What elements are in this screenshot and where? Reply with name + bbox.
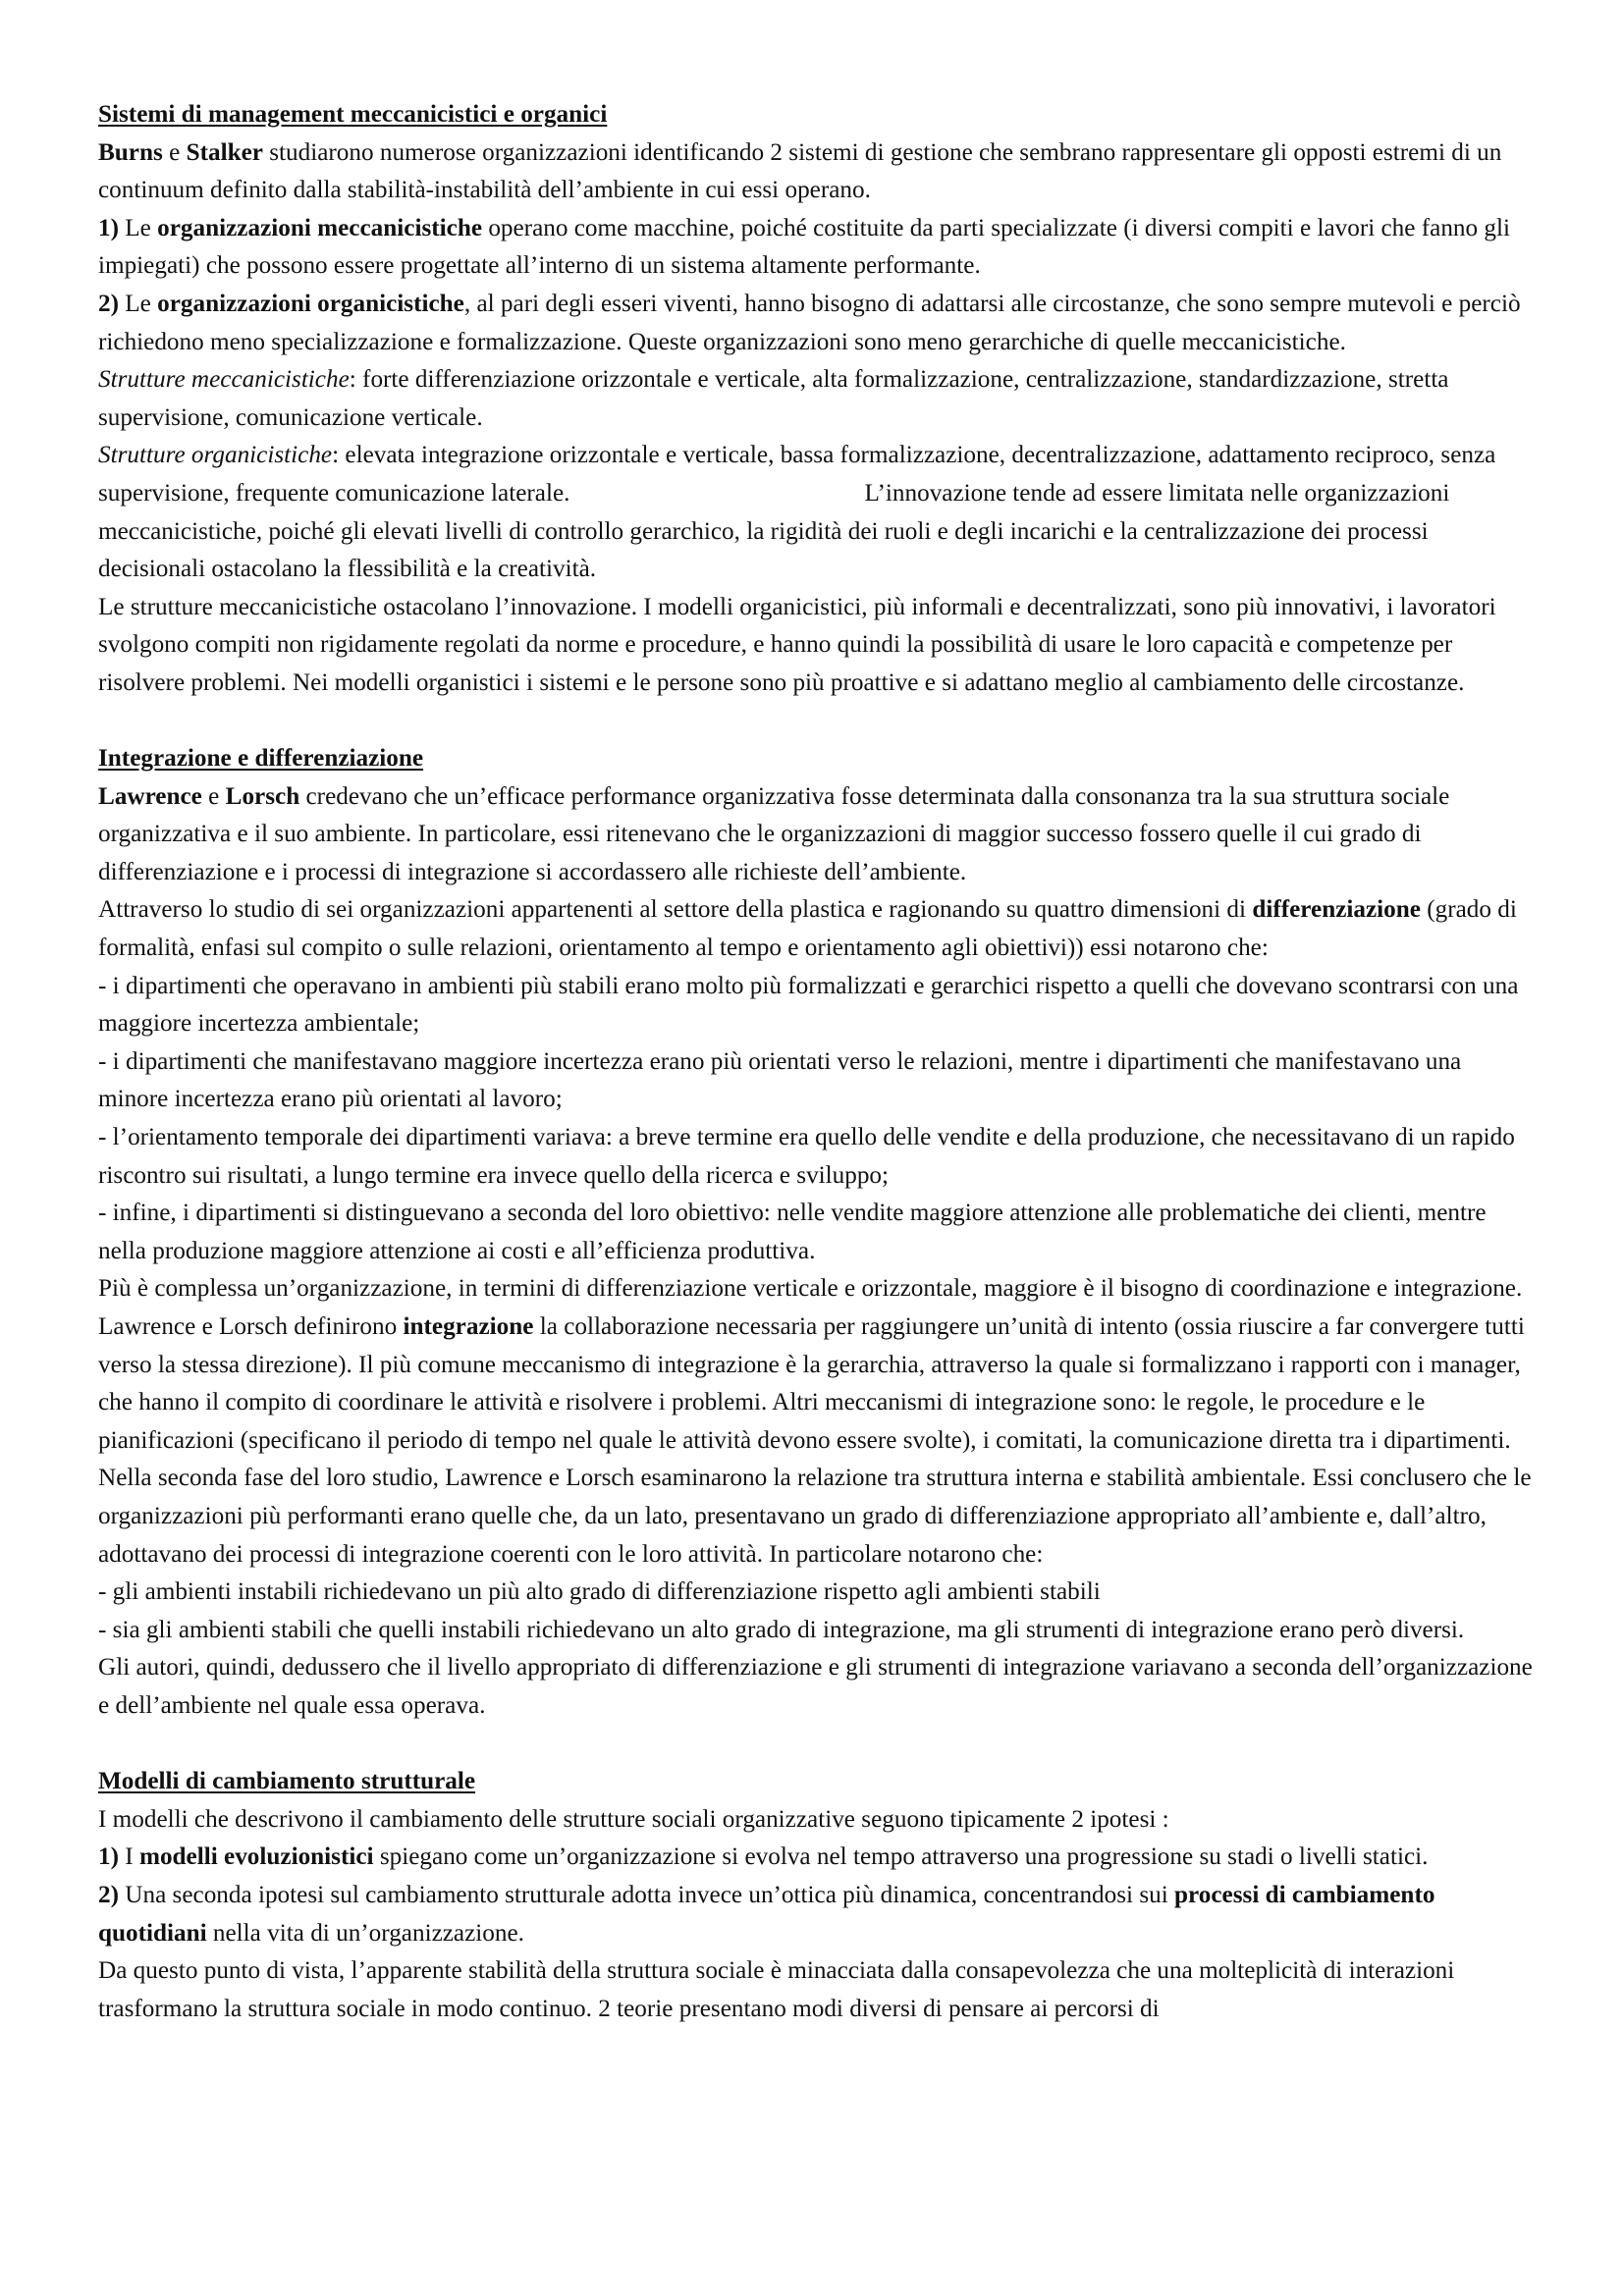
paragraph: I modelli che descrivono il cambiamento delle strutture sociali organizzative seguono tipicamente 2 ipotesi : (98, 1805, 1169, 1833)
key-term: organizzazioni organicistiche (157, 290, 464, 317)
list-item: - infine, i dipartimenti si distinguevano a seconda del loro obiettivo: nelle vendite maggiore attenzione alle problematiche dei clienti, mentre nella produzione maggiore attenzione ai costi e all’efficienza produttiva. (98, 1200, 1487, 1264)
author-name: Burns (98, 138, 163, 166)
paragraph: 1) I modelli evoluzionistici spiegano come un’organizzazione si evolva nel tempo attraverso una progressione su stadi o livelli statici. (98, 1843, 1429, 1871)
paragraph: 1) Le organizzazioni meccanicistiche operano come macchine, poiché costituite da parti specializzate (i diversi compiti e lavori che fanno gli impiegati) che possono essere progettate all’interno di un sistema altamente performante. (98, 214, 1510, 280)
key-term: organizzazioni meccanicistiche (157, 214, 483, 241)
key-term: differenziazione (1252, 896, 1421, 924)
italic-term: Strutture meccanicistiche (98, 366, 350, 394)
list-item: - i dipartimenti che operavano in ambienti più stabili erano molto più formalizzati e gerarchici rispetto a quelli che dovevano scontrarsi con una maggiore incertezza ambientale; (98, 972, 1519, 1038)
paragraph: Burns e Stalker studiarono numerose organizzazioni identificando 2 sistemi di gestione che sembrano rappresentare gli opposti estremi di un continuum definito dalla stabilità-instabilità dell’ambiente in cui essi operano. (98, 138, 1502, 204)
list-number: 1) (98, 214, 119, 241)
list-item: - sia gli ambienti stabili che quelli instabili richiedevano un alto grado di integrazione, ma gli strumenti di integrazione erano però diversi. (98, 1616, 1465, 1643)
author-name: Lawrence (98, 782, 202, 810)
spacer (98, 703, 1533, 741)
italic-term: Strutture organicistiche (98, 442, 333, 469)
section-heading: Sistemi di management meccanicistici e organici (98, 101, 608, 128)
paragraph: Da questo punto di vista, l’apparente stabilità della struttura sociale è minacciata dalla consapevolezza che una molteplicità di interazioni trasformano la struttura sociale in modo continuo. 2 teorie presentano modi diversi di pensare ai percorsi di (98, 1957, 1455, 2022)
key-term: processi di cambiamento quotidiani (98, 1881, 1435, 1947)
list-item: - gli ambienti instabili richiedevano un più alto grado di differenziazione rispetto agli ambienti stabili (98, 1578, 1101, 1606)
paragraph: Le strutture meccanicistiche ostacolano l’innovazione. I modelli organicistici, più informali e decentralizzati, sono più innovativi, i lavoratori svolgono compiti non rigidamente regolati da norme e procedure, e hanno quindi la possibilità di usare le loro capacità e competenze per risolvere problemi. Nei modelli organistici i sistemi e le persone sono più proattive e si adattano meglio al cambiamento delle circostanze. (98, 593, 1496, 696)
spacer (98, 1726, 1533, 1764)
paragraph: 2) Le organizzazioni organicistiche, al pari degli esseri viventi, hanno bisogno di adattarsi alle circostanze, che sono sempre mutevoli e perciò richiedono meno specializzazione e formalizzazione. Queste organizzazioni sono meno gerarchiche di quelle meccanicistiche. (98, 290, 1521, 355)
author-name: Lorsch (225, 782, 300, 810)
paragraph: Attraverso lo studio di sei organizzazioni appartenenti al settore della plastica e ragionando su quattro dimensioni di differenziazione (grado di formalità, enfasi sul compito o sulle relazioni, orientamento al tempo e orientamento agli obiettivi)) essi notarono che: (98, 896, 1517, 962)
list-number: 2) (98, 290, 119, 317)
list-item: - l’orientamento temporale dei dipartimenti variava: a breve termine era quello delle vendite e della produzione, che necessitavano di un rapido riscontro sui risultati, a lungo termine era invece quello della ricerca e sviluppo; (98, 1124, 1515, 1189)
paragraph: Strutture meccanicistiche: forte differenziazione orizzontale e verticale, alta formalizzazione, centralizzazione, standardizzazione, stretta supervisione, comunicazione verticale. (98, 366, 1449, 431)
author-name: Stalker (186, 138, 263, 166)
paragraph: Gli autori, quindi, dedussero che il livello appropriato di differenziazione e gli strumenti di integrazione variavano a seconda dell’organizzazione e dell’ambiente nel quale essa operava. (98, 1654, 1533, 1719)
paragraph: Strutture organicistiche: elevata integrazione orizzontale e verticale, bassa formalizzazione, decentralizzazione, adattamento reciproco, senza supervisione, frequente comunicazione laterale. L’innovazione tende ad essere limitata nelle organizzazioni meccanicistiche, poiché gli elevati livelli di controllo gerarchico, la rigidità dei ruoli e degli incarichi e la centralizzazione dei processi decisionali ostacolano la flessibilità e la creatività. (98, 442, 1496, 583)
key-term: integrazione (403, 1313, 534, 1340)
paragraph: Lawrence e Lorsch credevano che un’efficace performance organizzativa fosse determinata dalla consonanza tra la sua struttura sociale organizzativa e il suo ambiente. In particolare, essi ritenevano che le organizzazioni di maggior successo fossero quelle il cui grado di differenziazione e i processi di integrazione si accordassero alle richieste dell’ambiente. (98, 782, 1450, 885)
list-number: 2) (98, 1881, 119, 1908)
key-term: modelli evoluzionistici (138, 1843, 374, 1871)
paragraph: 2) Una seconda ipotesi sul cambiamento strutturale adotta invece un’ottica più dinamica, concentrandosi sui processi di cambiamento quotidiani nella vita di un’organizzazione. (98, 1881, 1435, 1947)
list-item: - i dipartimenti che manifestavano maggiore incertezza erano più orientati verso le relazioni, mentre i dipartimenti che manifestavano una minore incertezza erano più orientati al lavoro; (98, 1047, 1462, 1113)
list-number: 1) (98, 1843, 119, 1871)
section-heading: Modelli di cambiamento strutturale (98, 1768, 476, 1795)
section-heading: Integrazione e differenziazione (98, 745, 424, 773)
paragraph: Più è complessa un’organizzazione, in termini di differenziazione verticale e orizzontale, maggiore è il bisogno di coordinazione e integrazione. Lawrence e Lorsch definirono integrazione la collaborazione necessaria per raggiungere un’unità di intento (ossia riuscire a far convergere tutti verso la stessa direzione). Il più comune meccanismo di integrazione è la gerarchia, attraverso la quale si formalizzano i rapporti con i manager, che hanno il compito di coordinare le attività e risolvere i problemi. Altri meccanismi di integrazione sono: le regole, le procedure e le pianificazioni (specificano il periodo di tempo nel quale le attività devono essere svolte), i comitati, la comunicazione diretta tra i dipartimenti. Nella seconda fase del loro studio, Lawrence e Lorsch esaminarono la relazione tra struttura interna e stabilità ambientale. Essi conclusero che le organizzazioni più performanti erano quelle che, da un lato, presentavano un grado di differenziazione appropriato all’ambiente e, dall’altro, adottavano dei processi di integrazione coerenti con le loro attività. In particolare notarono che: (98, 1275, 1532, 1568)
